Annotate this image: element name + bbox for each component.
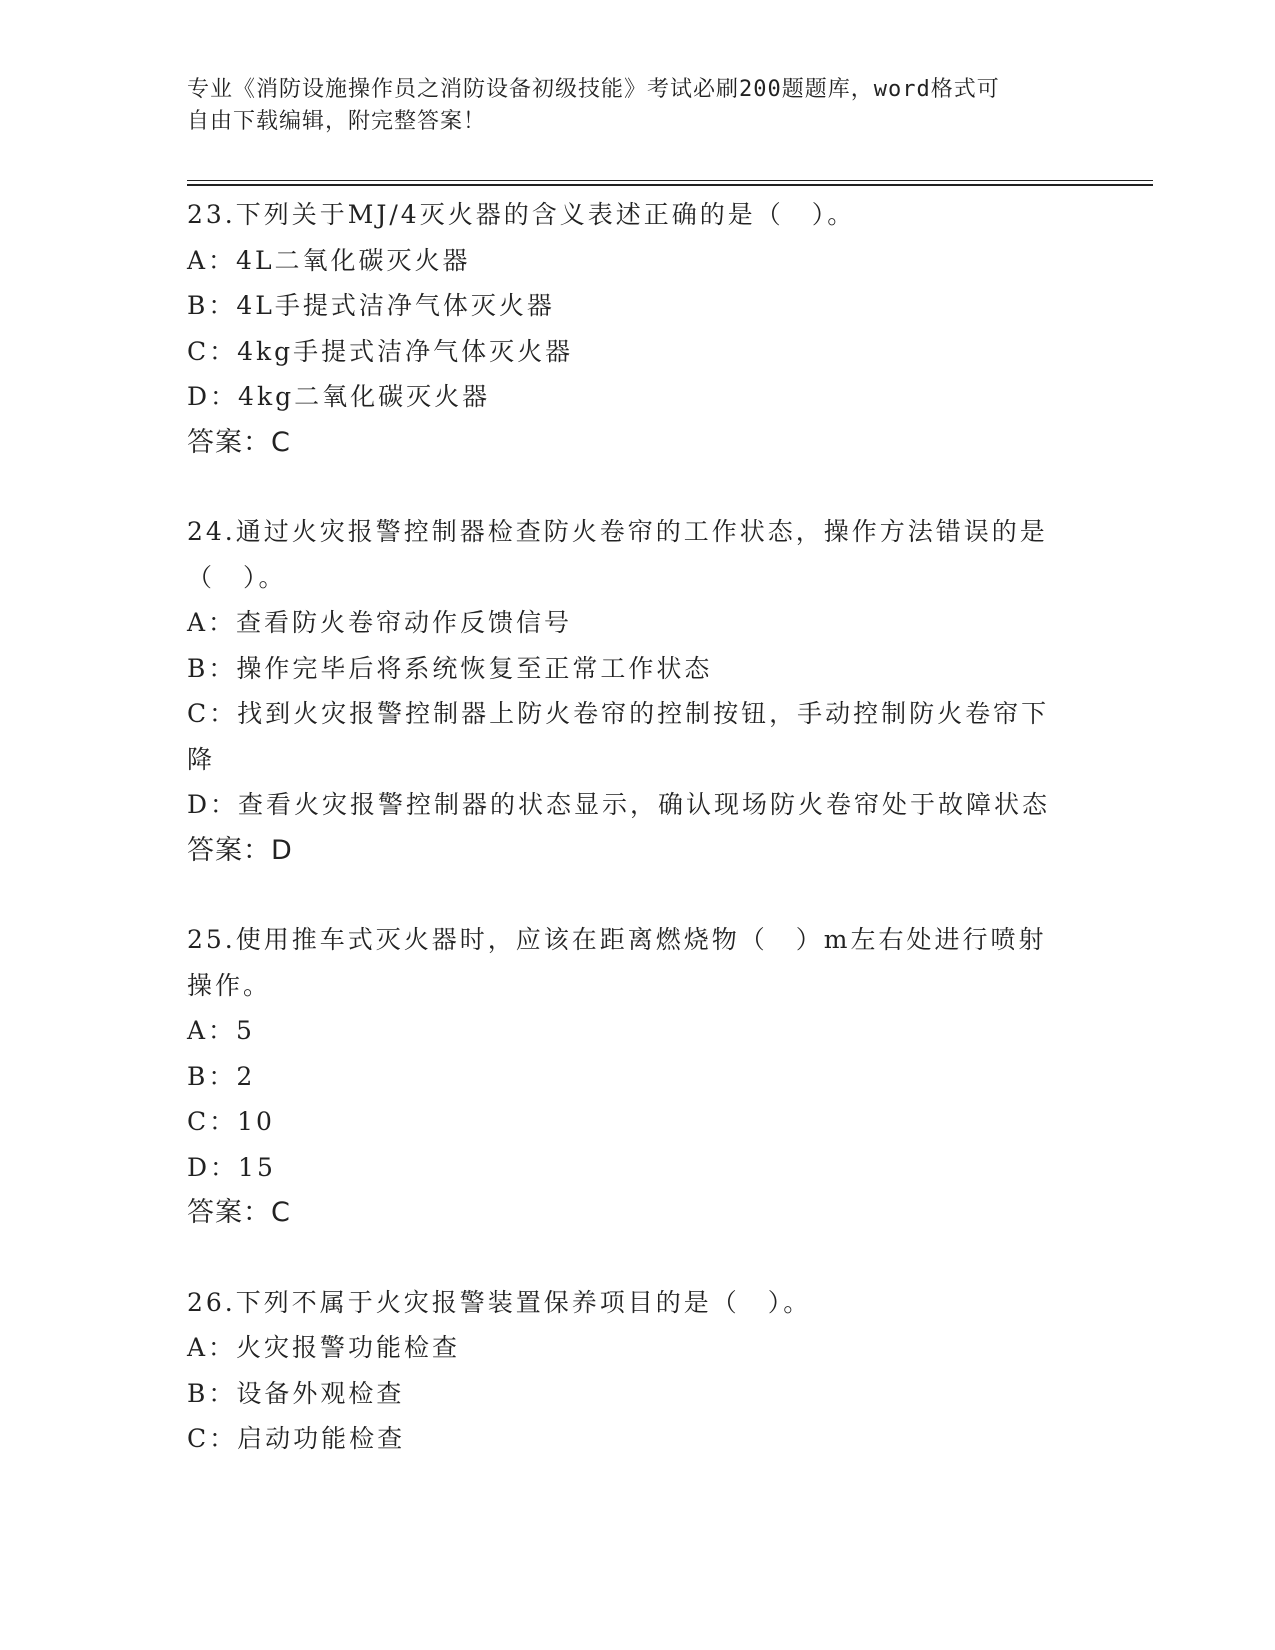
- answer-option: B：4L手提式洁净气体灭火器: [187, 291, 555, 320]
- question-block: [187, 1280, 1077, 1462]
- answer-option: B：操作完毕后将系统恢复至正常工作状态: [187, 653, 713, 683]
- answer-option: B：2: [187, 1061, 256, 1091]
- document-header: [187, 74, 1067, 138]
- header-line-2: 自由下载编辑，附完整答案！: [187, 109, 487, 134]
- answer-option: C：10: [187, 1107, 275, 1136]
- answer-option: C：4kg手提式洁净气体灭火器: [187, 336, 574, 366]
- question-stem: 23.下列关于MJ/4灭火器的含义表述正确的是（ ）。: [187, 200, 856, 229]
- question-stem: 操作。: [187, 970, 272, 1000]
- question-block: [187, 192, 1077, 465]
- answer-option: C：启动功能检查: [187, 1424, 406, 1453]
- answer-option: B：设备外观检查: [187, 1378, 405, 1408]
- answer-option: C：找到火灾报警控制器上防火卷帘的控制按钮，手动控制防火卷帘下: [187, 699, 1050, 728]
- question-block: [187, 509, 1077, 873]
- answer-option: A：5: [187, 1016, 255, 1045]
- answer-option: 降: [187, 744, 216, 774]
- question-list: [187, 192, 1077, 1506]
- answer-key: 答案：C: [187, 1197, 291, 1228]
- answer-key: 答案：C: [187, 426, 291, 458]
- answer-option: D：4kg二氧化碳灭火器: [187, 382, 491, 411]
- question-block: [187, 917, 1077, 1236]
- question-stem: 26.下列不属于火灾报警装置保养项目的是（ ）。: [187, 1287, 812, 1317]
- answer-option: A：火灾报警功能检查: [187, 1333, 461, 1362]
- header-rule-thick: [187, 184, 1153, 186]
- question-stem: 25.使用推车式灭火器时，应该在距离燃烧物（ ）m左右处进行喷射: [187, 925, 1047, 954]
- header-line-1: 专业《消防设施操作员之消防设备初级技能》考试必刷200题题库，word格式可: [187, 77, 1000, 102]
- question-stem: 24.通过火灾报警控制器检查防火卷帘的工作状态，操作方法错误的是: [187, 517, 1048, 546]
- answer-key: 答案：D: [187, 834, 293, 866]
- header-rule-thin: [187, 180, 1153, 181]
- answer-option: A：4L二氧化碳灭火器: [187, 245, 471, 275]
- question-stem: （ ）。: [187, 562, 287, 592]
- answer-option: D：查看火灾报警控制器的状态显示，确认现场防火卷帘处于故障状态: [187, 790, 1051, 819]
- answer-option: A：查看防火卷帘动作反馈信号: [187, 608, 573, 637]
- answer-option: D：15: [187, 1152, 276, 1182]
